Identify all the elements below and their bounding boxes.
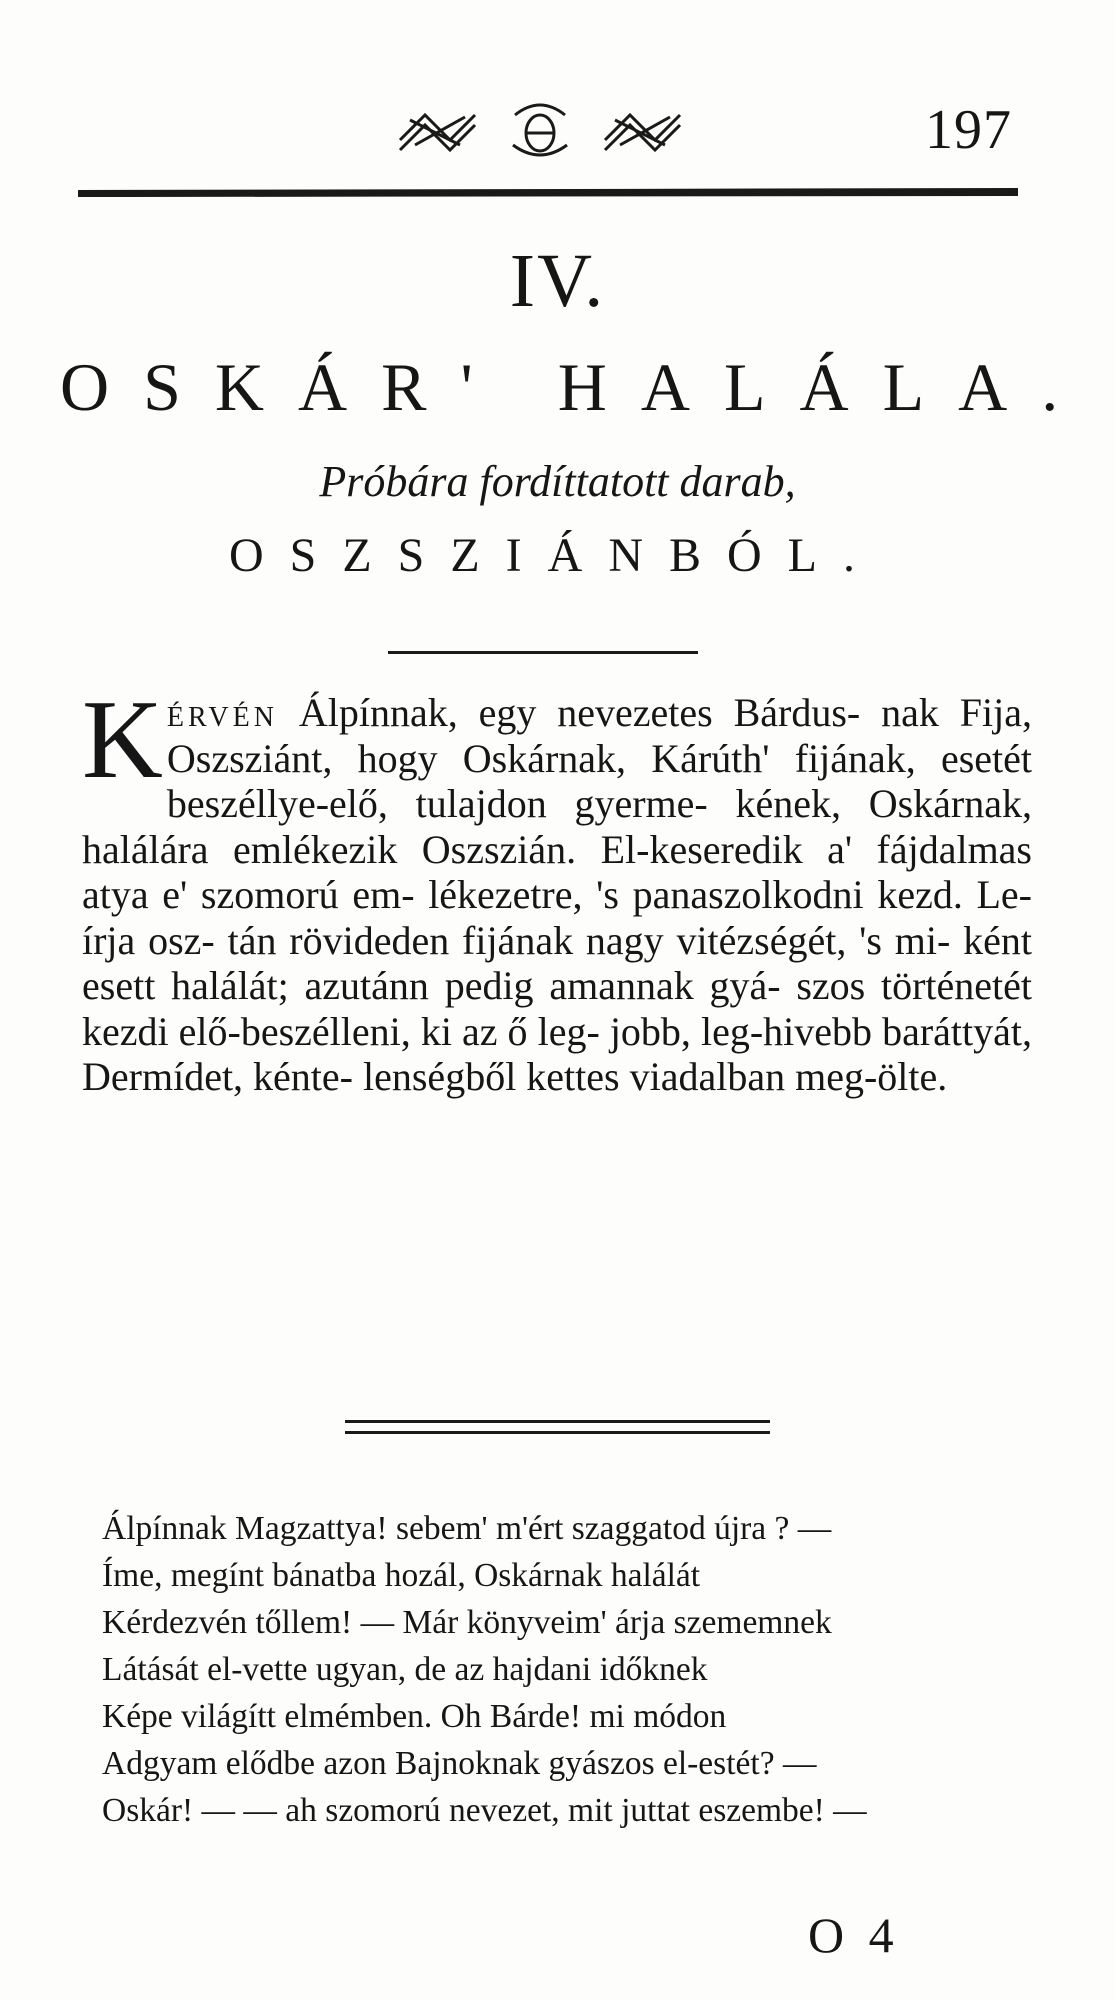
poem-line: Adgyam elődbe azon Bajnoknak gyászos el-estét? — — [102, 1745, 817, 1782]
poem-line: Képe világítt elmémben. Oh Bárde! mi módon — [102, 1698, 727, 1735]
small-caps-word: érvén — [166, 690, 278, 735]
poem-line: Látását el-vette ugyan, de az hajdani időknek — [102, 1651, 708, 1688]
argument-line: fijának, esetét beszéllye-elő, tulajdon gyerme- — [166, 735, 1032, 826]
ornament-icon — [395, 95, 685, 165]
argument-line: szos történetét kezdi elő-beszélleni, ki az ő leg- — [82, 963, 1032, 1054]
poem-line: Kérdezvén tőllem! — Már könyveim' árja szememnek — [102, 1604, 832, 1641]
source-title: OSZSZIÁNBÓL. — [228, 529, 881, 582]
argument-line: Álpínnak, egy nevezetes Bárdus- — [298, 690, 861, 735]
argument-line: ként esett halálát; azutánn pedig amannak gyá- — [82, 917, 1032, 1008]
poem-line: Oskár! — — ah szomorú nevezet, mit juttat eszembe! — — [102, 1792, 867, 1829]
poem — [102, 1505, 1042, 1834]
page-number: 197 — [925, 99, 1012, 161]
poem-line: Íme, megínt bánatba hozál, Oskárnak halálát — [102, 1557, 701, 1594]
argument-line: El-keseredik a' fájdalmas atya e' szomorú em- — [82, 826, 1032, 917]
argument-paragraph — [82, 678, 1033, 1100]
drop-cap: K — [82, 678, 163, 802]
argument-line: nak Fija, Oszsziánt, hogy Oskárnak, Kárúth' — [166, 690, 1033, 781]
poem-line: Álpínnak Magzattya! sebem' m'ért szaggatod újra ? — — [102, 1510, 832, 1547]
argument-line: tán rövideden fijának nagy vitézségét, 's mi- — [227, 917, 951, 963]
chapter-title: OSKÁR' HALÁLA. — [60, 349, 1093, 425]
header-rule — [78, 186, 1018, 200]
chapter-subtitle: Próbára fordíttatott darab, — [319, 457, 796, 506]
section-divider — [388, 651, 698, 654]
double-rule-divider — [345, 1420, 770, 1434]
argument-line: kének, Oskárnak, halálára emlékezik Oszszián. — [82, 781, 1032, 872]
argument-line: lékezetre, 's panaszolkodni kezd. Le-írja osz- — [82, 872, 1032, 963]
chapter-number: IV. — [509, 239, 606, 323]
argument-line: lenségből kettes viadalban meg-ölte. — [363, 1054, 948, 1099]
argument-line: jobb, leg-hivebb baráttyát, Dermídet, kénte- — [82, 1008, 1032, 1099]
signature-mark: O 4 — [808, 1907, 900, 1963]
